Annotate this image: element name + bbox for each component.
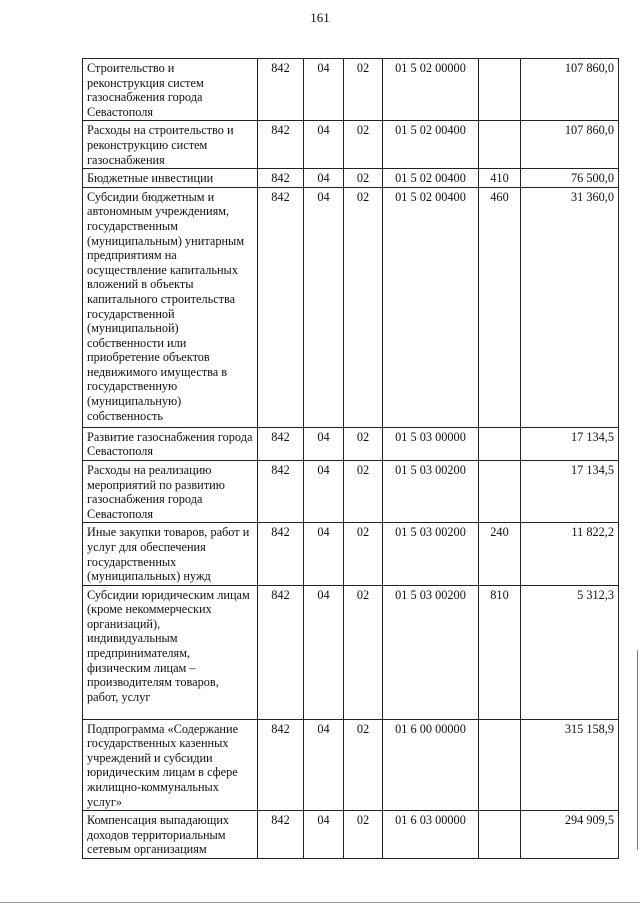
row-vr-cell (479, 811, 521, 859)
table-row (83, 187, 619, 427)
row-pr-cell: 02 (344, 719, 383, 811)
row-csr-cell: 01 5 02 00400 (383, 169, 479, 188)
row-pr-cell: 02 (344, 427, 383, 460)
row-ved-cell: 842 (258, 59, 304, 121)
row-sum-cell: 31 360,0 (521, 187, 619, 427)
row-pr-cell: 02 (344, 811, 383, 859)
row-pr-cell: 02 (344, 585, 383, 719)
row-name-cell: Расходы на строительство и реконструкцию систем газоснабжения (83, 121, 258, 169)
row-sum-cell: 76 500,0 (521, 169, 619, 188)
row-csr-cell: 01 5 03 00200 (383, 585, 479, 719)
scan-bottom-edge (0, 902, 640, 903)
row-rz-cell: 04 (304, 59, 344, 121)
row-rz-cell: 04 (304, 523, 344, 585)
row-vr-cell: 240 (479, 523, 521, 585)
row-csr-cell: 01 5 02 00400 (383, 121, 479, 169)
row-csr-cell: 01 5 03 00200 (383, 460, 479, 522)
row-sum-cell: 315 158,9 (521, 719, 619, 811)
scan-edge-line (637, 650, 638, 850)
row-rz-cell: 04 (304, 427, 344, 460)
row-pr-cell: 02 (344, 523, 383, 585)
row-pr-cell: 02 (344, 169, 383, 188)
row-vr-cell (479, 427, 521, 460)
row-sum-cell: 17 134,5 (521, 460, 619, 522)
row-csr-cell: 01 5 02 00000 (383, 59, 479, 121)
row-vr-cell (479, 460, 521, 522)
table-row (83, 523, 619, 585)
row-rz-cell: 04 (304, 719, 344, 811)
row-name-cell: Иные закупки товаров, работ и услуг для обеспечения государственных (муниципальных) нужд (83, 523, 258, 585)
row-rz-cell: 04 (304, 811, 344, 859)
row-name-cell: Компенсация выпадающих доходов территориальным сетевым организациям (83, 811, 258, 859)
table-row (83, 121, 619, 169)
budget-table-body (83, 59, 619, 859)
row-pr-cell: 02 (344, 121, 383, 169)
table-row (83, 169, 619, 188)
row-csr-cell: 01 6 00 00000 (383, 719, 479, 811)
table-row (83, 585, 619, 719)
row-name-cell: Субсидии бюджетным и автономным учреждениям, государственным (муниципальным) унитарным предприятиям на осуществление капитальных вложений в объекты капитального строительства государственной (муниципальной) собственности или приобретение объектов недвижимого имущества в государственную (муниципальную) собственность (83, 187, 258, 427)
row-sum-cell: 294 909,5 (521, 811, 619, 859)
row-rz-cell: 04 (304, 460, 344, 522)
row-sum-cell: 11 822,2 (521, 523, 619, 585)
row-sum-cell: 107 860,0 (521, 59, 619, 121)
table-row (83, 460, 619, 522)
row-rz-cell: 04 (304, 121, 344, 169)
row-csr-cell: 01 6 03 00000 (383, 811, 479, 859)
row-vr-cell: 810 (479, 585, 521, 719)
row-sum-cell: 17 134,5 (521, 427, 619, 460)
row-vr-cell (479, 121, 521, 169)
row-sum-cell: 107 860,0 (521, 121, 619, 169)
row-ved-cell: 842 (258, 523, 304, 585)
row-ved-cell: 842 (258, 169, 304, 188)
row-sum-cell: 5 312,3 (521, 585, 619, 719)
budget-table (82, 58, 619, 859)
row-pr-cell: 02 (344, 187, 383, 427)
row-vr-cell (479, 59, 521, 121)
table-row (83, 719, 619, 811)
row-name-cell: Расходы на реализацию мероприятий по развитию газоснабжения города Севастополя (83, 460, 258, 522)
row-vr-cell: 410 (479, 169, 521, 188)
row-csr-cell: 01 5 03 00000 (383, 427, 479, 460)
row-csr-cell: 01 5 02 00400 (383, 187, 479, 427)
row-rz-cell: 04 (304, 169, 344, 188)
row-csr-cell: 01 5 03 00200 (383, 523, 479, 585)
table-row (83, 427, 619, 460)
row-name-cell: Подпрограмма «Содержание государственных казенных учреждений и субсидии юридическим лицам в сфере жилищно-коммунальных услуг» (83, 719, 258, 811)
row-name-cell: Бюджетные инвестиции (83, 169, 258, 188)
table-row (83, 811, 619, 859)
page-number: 161 (310, 10, 330, 25)
row-ved-cell: 842 (258, 121, 304, 169)
row-ved-cell: 842 (258, 811, 304, 859)
row-vr-cell: 460 (479, 187, 521, 427)
row-ved-cell: 842 (258, 719, 304, 811)
row-pr-cell: 02 (344, 59, 383, 121)
row-name-cell: Субсидии юридическим лицам (кроме некоммерческих организаций), индивидуальным предпринимателям, физическим лицам – производителям товаров, работ, услуг (83, 585, 258, 719)
row-name-cell: Строительство и реконструкция систем газоснабжения города Севастополя (83, 59, 258, 121)
table-row (83, 59, 619, 121)
row-vr-cell (479, 719, 521, 811)
row-ved-cell: 842 (258, 427, 304, 460)
row-pr-cell: 02 (344, 460, 383, 522)
row-rz-cell: 04 (304, 585, 344, 719)
row-ved-cell: 842 (258, 460, 304, 522)
row-name-cell: Развитие газоснабжения города Севастополя (83, 427, 258, 460)
row-ved-cell: 842 (258, 585, 304, 719)
row-rz-cell: 04 (304, 187, 344, 427)
row-ved-cell: 842 (258, 187, 304, 427)
